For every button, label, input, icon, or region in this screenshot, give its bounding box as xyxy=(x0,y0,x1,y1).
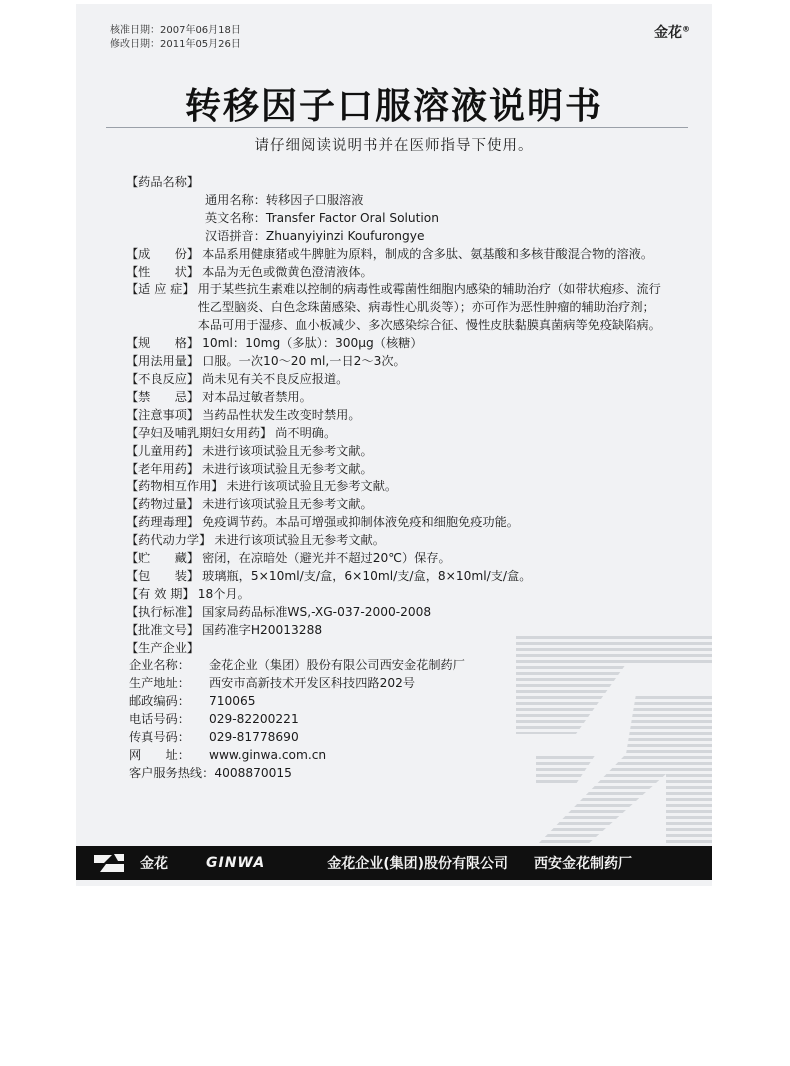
section-label: 【规 格】 xyxy=(126,336,200,351)
website xyxy=(126,747,666,765)
english-name: 英文名称：Transfer Factor Oral Solution xyxy=(205,210,439,225)
company-name xyxy=(126,657,666,675)
section-row xyxy=(126,532,666,550)
section-label: 【批准文号】 xyxy=(126,622,200,637)
date-block xyxy=(110,24,241,52)
section-label: 【药物相互作用】 xyxy=(126,479,224,494)
footer-brand-en: GINWA xyxy=(206,855,266,871)
leaflet-sheet xyxy=(76,4,712,886)
field-key: 客户服务热线： xyxy=(129,765,215,780)
field-value: 029-82200221 xyxy=(209,712,299,727)
field-value: 029-81778690 xyxy=(209,730,299,745)
section-row xyxy=(126,246,666,264)
section-label: 【药品名称】 xyxy=(126,175,200,189)
section-row xyxy=(126,443,666,461)
brand-text: 金花 xyxy=(654,25,682,41)
section-value: 密闭，在凉暗处（避光并不超过20℃）保存。 xyxy=(202,551,451,566)
field-key: 生产地址： xyxy=(129,676,190,691)
section-row xyxy=(126,389,666,407)
section-label: 【性 状】 xyxy=(126,264,200,279)
field-key: 网 址： xyxy=(129,748,190,762)
brand-mark xyxy=(654,22,690,42)
section-label: 【孕妇及哺乳期妇女用药】 xyxy=(126,425,273,440)
field-key: 电话号码： xyxy=(129,712,190,727)
section-value: 国家局药品标准WS,-XG-037-2000-2008 xyxy=(202,604,432,619)
footer-company: 金花企业(集团)股份有限公司 xyxy=(327,856,508,872)
section-value: 本品为无色或微黄色澄清液体。 xyxy=(202,264,373,279)
registered-mark: ® xyxy=(682,24,690,34)
section-label: 【适 应 症】 xyxy=(126,282,195,297)
revision-date: 修改日期：2011年05月26日 xyxy=(110,39,241,50)
generic-name: 通用名称：转移因子口服溶液 xyxy=(205,192,364,207)
section-label: 【贮 藏】 xyxy=(126,551,200,566)
section-row xyxy=(126,461,666,479)
section-value: 尚不明确。 xyxy=(275,425,337,440)
section-label: 【执行标准】 xyxy=(126,604,200,619)
section-row xyxy=(126,353,666,371)
section-value: 未进行该项试验且无参考文献。 xyxy=(214,533,385,548)
section-row xyxy=(126,335,666,353)
pinyin-name: 汉语拼音：Zhuanyiyinzi Koufurongye xyxy=(205,228,425,243)
section-row xyxy=(126,496,666,514)
title-divider xyxy=(106,127,688,128)
section-label: 【有 效 期】 xyxy=(126,586,195,601)
section-label: 【用法用量】 xyxy=(126,354,200,369)
footer-band xyxy=(76,846,712,880)
field-key: 邮政编码： xyxy=(129,694,190,709)
manufacturer-heading xyxy=(126,640,666,658)
brand-logo-icon xyxy=(92,852,126,874)
field-value: 4008870015 xyxy=(214,765,292,780)
document-title: 转移因子口服溶液说明书 xyxy=(184,86,603,127)
section-row xyxy=(126,281,666,335)
section-value: 玻璃瓶，5×10ml/支/盒，6×10ml/支/盒，8×10ml/支/盒。 xyxy=(202,568,532,583)
fax-number xyxy=(126,729,666,747)
service-hotline xyxy=(126,765,666,783)
section-row xyxy=(126,604,666,622)
document-subtitle: 请仔细阅读说明书并在医师指导下使用。 xyxy=(254,138,534,154)
section-label: 【儿童用药】 xyxy=(126,443,200,458)
leaflet-content xyxy=(126,174,666,783)
section-value: 未进行该项试验且无参考文献。 xyxy=(226,479,398,494)
footer-brand-cn: 金花 xyxy=(140,856,168,872)
field-key: 企业名称： xyxy=(129,658,190,673)
section-label: 【药理毒理】 xyxy=(126,515,200,530)
section-label: 【注意事项】 xyxy=(126,407,200,422)
section-row xyxy=(126,550,666,568)
section-row xyxy=(126,407,666,425)
section-value: 未进行该项试验且无参考文献。 xyxy=(202,443,373,458)
company-address xyxy=(126,675,666,693)
section-row xyxy=(126,586,666,604)
section-row xyxy=(126,514,666,532)
section-row xyxy=(126,622,666,640)
section-label: 【药代动力学】 xyxy=(126,533,212,548)
approval-date: 核准日期：2007年06月18日 xyxy=(110,25,241,36)
section-value: 当药品性状发生改变时禁用。 xyxy=(202,407,361,422)
section-label: 【成 份】 xyxy=(126,246,200,261)
section-value: 本品系用健康猪或牛脾脏为原料，制成的含多肽、氨基酸和多核苷酸混合物的溶液。 xyxy=(202,246,654,261)
field-value: www.ginwa.com.cn xyxy=(209,748,327,762)
section-label: 【禁 忌】 xyxy=(126,389,200,404)
section-row xyxy=(126,371,666,389)
section-value: 用于某些抗生素难以控制的病毒性或霉菌性细胞内感染的辅助治疗（如带状疱疹、流行性乙型脑炎、白色念珠菌感染、病毒性心肌炎等）；亦可作为恶性肿瘤的辅助治疗剂；本品可用于湿疹、血小板减少、多次感染综合征、慢性皮肤黏膜真菌病等免疫缺陷病。 xyxy=(197,282,661,333)
section-label: 【不良反应】 xyxy=(126,371,200,386)
postal-code xyxy=(126,693,666,711)
field-value: 710065 xyxy=(209,694,256,709)
phone-number xyxy=(126,711,666,729)
section-row xyxy=(126,425,666,443)
section-row xyxy=(126,568,666,586)
drug-name-heading xyxy=(126,174,666,192)
section-value: 尚未见有关不良反应报道。 xyxy=(202,371,349,386)
section-row xyxy=(126,264,666,282)
section-label: 【药物过量】 xyxy=(126,497,200,512)
section-label: 【生产企业】 xyxy=(126,640,200,655)
section-row xyxy=(126,478,666,496)
section-value: 国药准字H20013288 xyxy=(202,622,323,637)
section-value: 免疫调节药。本品可增强或抑制体液免疫和细胞免疫功能。 xyxy=(202,515,519,530)
section-value: 未进行该项试验且无参考文献。 xyxy=(202,461,373,476)
section-value: 口服。一次10～20 ml,一日2～3次。 xyxy=(202,354,406,369)
section-label: 【老年用药】 xyxy=(126,461,200,476)
section-value: 18个月。 xyxy=(197,586,250,601)
field-value: 西安市高新技术开发区科技四路202号 xyxy=(209,676,416,691)
section-value: 对本品过敏者禁用。 xyxy=(202,389,312,404)
section-value: 未进行该项试验且无参考文献。 xyxy=(202,497,373,512)
field-value: 金花企业（集团）股份有限公司西安金花制药厂 xyxy=(209,658,465,673)
field-key: 传真号码： xyxy=(129,730,190,745)
section-label: 【包 装】 xyxy=(126,568,200,583)
footer-factory: 西安金花制药厂 xyxy=(534,856,632,872)
section-value: 10ml：10mg（多肽）：300μg（核糖） xyxy=(202,336,423,351)
